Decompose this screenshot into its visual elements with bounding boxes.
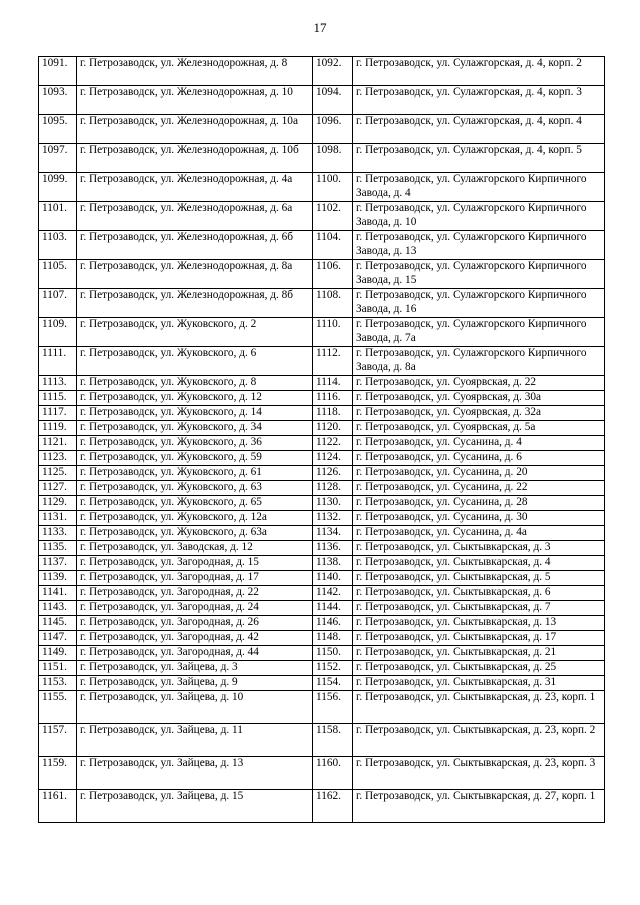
address-cell: г. Петрозаводск, ул. Суоярвская, д. 32а (353, 406, 605, 421)
table-row (39, 790, 605, 823)
address-cell: г. Петрозаводск, ул. Железнодорожная, д. 10 (77, 86, 313, 115)
row-number: 1119. (39, 421, 77, 436)
table-row (39, 86, 605, 115)
address-cell: г. Петрозаводск, ул. Сыктывкарская, д. 23, корп. 2 (353, 724, 605, 757)
address-cell: г. Петрозаводск, ул. Сыктывкарская, д. 4 (353, 556, 605, 571)
table-row (39, 757, 605, 790)
row-number: 1131. (39, 511, 77, 526)
address-cell: г. Петрозаводск, ул. Сусанина, д. 4 (353, 436, 605, 451)
address-cell: г. Петрозаводск, ул. Сыктывкарская, д. 23, корп. 3 (353, 757, 605, 790)
table-row (39, 586, 605, 601)
address-cell: г. Петрозаводск, ул. Сыктывкарская, д. 13 (353, 616, 605, 631)
table-row (39, 289, 605, 318)
table-row (39, 601, 605, 616)
row-number: 1146. (313, 616, 353, 631)
row-number: 1140. (313, 571, 353, 586)
row-number: 1128. (313, 481, 353, 496)
address-cell: г. Петрозаводск, ул. Зайцева, д. 3 (77, 661, 313, 676)
address-cell: г. Петрозаводск, ул. Сулажгорского Кирпичного Завода, д. 13 (353, 231, 605, 260)
address-cell: г. Петрозаводск, ул. Сыктывкарская, д. 21 (353, 646, 605, 661)
address-table (38, 56, 605, 823)
row-number: 1122. (313, 436, 353, 451)
table-row (39, 347, 605, 376)
table-row (39, 260, 605, 289)
row-number: 1158. (313, 724, 353, 757)
address-cell: г. Петрозаводск, ул. Жуковского, д. 63а (77, 526, 313, 541)
address-cell: г. Петрозаводск, ул. Сулажгорского Кирпичного Завода, д. 10 (353, 202, 605, 231)
address-cell: г. Петрозаводск, ул. Заводская, д. 12 (77, 541, 313, 556)
address-cell: г. Петрозаводск, ул. Сыктывкарская, д. 5 (353, 571, 605, 586)
table-row (39, 511, 605, 526)
row-number: 1134. (313, 526, 353, 541)
row-number: 1103. (39, 231, 77, 260)
row-number: 1118. (313, 406, 353, 421)
address-cell: г. Петрозаводск, ул. Жуковского, д. 6 (77, 347, 313, 376)
address-cell: г. Петрозаводск, ул. Сыктывкарская, д. 17 (353, 631, 605, 646)
address-cell: г. Петрозаводск, ул. Сулажгорского Кирпичного Завода, д. 7а (353, 318, 605, 347)
row-number: 1116. (313, 391, 353, 406)
row-number: 1129. (39, 496, 77, 511)
row-number: 1121. (39, 436, 77, 451)
row-number: 1156. (313, 691, 353, 724)
row-number: 1106. (313, 260, 353, 289)
address-cell: г. Петрозаводск, ул. Жуковского, д. 36 (77, 436, 313, 451)
row-number: 1105. (39, 260, 77, 289)
address-cell: г. Петрозаводск, ул. Жуковского, д. 65 (77, 496, 313, 511)
address-cell: г. Петрозаводск, ул. Загородная, д. 17 (77, 571, 313, 586)
row-number: 1138. (313, 556, 353, 571)
address-cell: г. Петрозаводск, ул. Жуковского, д. 63 (77, 481, 313, 496)
table-row (39, 631, 605, 646)
row-number: 1114. (313, 376, 353, 391)
address-cell: г. Петрозаводск, ул. Загородная, д. 24 (77, 601, 313, 616)
row-number: 1161. (39, 790, 77, 823)
table-row (39, 115, 605, 144)
address-cell: г. Петрозаводск, ул. Суоярвская, д. 22 (353, 376, 605, 391)
address-cell: г. Петрозаводск, ул. Сыктывкарская, д. 23, корп. 1 (353, 691, 605, 724)
table-row (39, 144, 605, 173)
address-cell: г. Петрозаводск, ул. Сулажгорская, д. 4, корп. 4 (353, 115, 605, 144)
address-cell: г. Петрозаводск, ул. Зайцева, д. 9 (77, 676, 313, 691)
address-cell: г. Петрозаводск, ул. Сусанина, д. 4а (353, 526, 605, 541)
row-number: 1124. (313, 451, 353, 466)
row-number: 1159. (39, 757, 77, 790)
address-cell: г. Петрозаводск, ул. Железнодорожная, д. 6а (77, 202, 313, 231)
table-row (39, 646, 605, 661)
address-cell: г. Петрозаводск, ул. Сусанина, д. 22 (353, 481, 605, 496)
address-cell: г. Петрозаводск, ул. Железнодорожная, д. 6б (77, 231, 313, 260)
row-number: 1154. (313, 676, 353, 691)
address-cell: г. Петрозаводск, ул. Загородная, д. 22 (77, 586, 313, 601)
address-cell: г. Петрозаводск, ул. Зайцева, д. 13 (77, 757, 313, 790)
address-cell: г. Петрозаводск, ул. Загородная, д. 44 (77, 646, 313, 661)
table-row (39, 661, 605, 676)
address-cell: г. Петрозаводск, ул. Загородная, д. 26 (77, 616, 313, 631)
address-cell: г. Петрозаводск, ул. Железнодорожная, д. 10б (77, 144, 313, 173)
row-number: 1143. (39, 601, 77, 616)
row-number: 1117. (39, 406, 77, 421)
address-cell: г. Петрозаводск, ул. Сусанина, д. 28 (353, 496, 605, 511)
address-table-body (39, 57, 605, 823)
address-cell: г. Петрозаводск, ул. Сыктывкарская, д. 3 (353, 541, 605, 556)
row-number: 1112. (313, 347, 353, 376)
table-row (39, 691, 605, 724)
row-number: 1097. (39, 144, 77, 173)
address-cell: г. Петрозаводск, ул. Железнодорожная, д. 8 (77, 57, 313, 86)
row-number: 1108. (313, 289, 353, 318)
address-cell: г. Петрозаводск, ул. Жуковского, д. 14 (77, 406, 313, 421)
table-row (39, 541, 605, 556)
table-row (39, 231, 605, 260)
table-row (39, 466, 605, 481)
table-row (39, 173, 605, 202)
table-row (39, 391, 605, 406)
address-cell: г. Петрозаводск, ул. Железнодорожная, д. 4а (77, 173, 313, 202)
table-row (39, 406, 605, 421)
row-number: 1127. (39, 481, 77, 496)
row-number: 1135. (39, 541, 77, 556)
row-number: 1144. (313, 601, 353, 616)
address-cell: г. Петрозаводск, ул. Жуковского, д. 12а (77, 511, 313, 526)
address-cell: г. Петрозаводск, ул. Сыктывкарская, д. 31 (353, 676, 605, 691)
row-number: 1148. (313, 631, 353, 646)
table-row (39, 421, 605, 436)
row-number: 1094. (313, 86, 353, 115)
table-row (39, 724, 605, 757)
address-cell: г. Петрозаводск, ул. Сулажгорская, д. 4, корп. 3 (353, 86, 605, 115)
address-cell: г. Петрозаводск, ул. Жуковского, д. 34 (77, 421, 313, 436)
row-number: 1152. (313, 661, 353, 676)
row-number: 1102. (313, 202, 353, 231)
table-row (39, 526, 605, 541)
table-row (39, 571, 605, 586)
address-cell: г. Петрозаводск, ул. Сыктывкарская, д. 27, корп. 1 (353, 790, 605, 823)
row-number: 1151. (39, 661, 77, 676)
address-cell: г. Петрозаводск, ул. Сулажгорская, д. 4, корп. 2 (353, 57, 605, 86)
address-cell: г. Петрозаводск, ул. Суоярвская, д. 5а (353, 421, 605, 436)
address-cell: г. Петрозаводск, ул. Жуковского, д. 8 (77, 376, 313, 391)
address-cell: г. Петрозаводск, ул. Загородная, д. 15 (77, 556, 313, 571)
address-cell: г. Петрозаводск, ул. Жуковского, д. 61 (77, 466, 313, 481)
row-number: 1141. (39, 586, 77, 601)
row-number: 1091. (39, 57, 77, 86)
address-cell: г. Петрозаводск, ул. Сыктывкарская, д. 25 (353, 661, 605, 676)
table-row (39, 436, 605, 451)
page-number: 17 (313, 20, 327, 35)
row-number: 1149. (39, 646, 77, 661)
address-cell: г. Петрозаводск, ул. Сулажгорского Кирпичного Завода, д. 15 (353, 260, 605, 289)
row-number: 1145. (39, 616, 77, 631)
row-number: 1136. (313, 541, 353, 556)
row-number: 1139. (39, 571, 77, 586)
address-cell: г. Петрозаводск, ул. Жуковского, д. 12 (77, 391, 313, 406)
table-row (39, 318, 605, 347)
row-number: 1125. (39, 466, 77, 481)
row-number: 1123. (39, 451, 77, 466)
address-cell: г. Петрозаводск, ул. Сусанина, д. 20 (353, 466, 605, 481)
row-number: 1098. (313, 144, 353, 173)
address-cell: г. Петрозаводск, ул. Сулажгорского Кирпичного Завода, д. 16 (353, 289, 605, 318)
row-number: 1133. (39, 526, 77, 541)
row-number: 1137. (39, 556, 77, 571)
row-number: 1157. (39, 724, 77, 757)
row-number: 1099. (39, 173, 77, 202)
row-number: 1107. (39, 289, 77, 318)
table-row (39, 57, 605, 86)
row-number: 1162. (313, 790, 353, 823)
address-cell: г. Петрозаводск, ул. Суоярвская, д. 30а (353, 391, 605, 406)
address-cell: г. Петрозаводск, ул. Загородная, д. 42 (77, 631, 313, 646)
address-cell: г. Петрозаводск, ул. Железнодорожная, д. 10а (77, 115, 313, 144)
address-cell: г. Петрозаводск, ул. Железнодорожная, д. 8б (77, 289, 313, 318)
address-cell: г. Петрозаводск, ул. Сулажгорского Кирпичного Завода, д. 8а (353, 347, 605, 376)
row-number: 1104. (313, 231, 353, 260)
row-number: 1150. (313, 646, 353, 661)
row-number: 1110. (313, 318, 353, 347)
row-number: 1100. (313, 173, 353, 202)
row-number: 1095. (39, 115, 77, 144)
address-cell: г. Петрозаводск, ул. Сулажгорская, д. 4, корп. 5 (353, 144, 605, 173)
row-number: 1147. (39, 631, 77, 646)
row-number: 1115. (39, 391, 77, 406)
table-row (39, 376, 605, 391)
address-cell: г. Петрозаводск, ул. Сусанина, д. 6 (353, 451, 605, 466)
address-cell: г. Петрозаводск, ул. Зайцева, д. 10 (77, 691, 313, 724)
table-row (39, 481, 605, 496)
table-row (39, 451, 605, 466)
table-row (39, 202, 605, 231)
row-number: 1155. (39, 691, 77, 724)
table-row (39, 556, 605, 571)
table-row (39, 496, 605, 511)
address-cell: г. Петрозаводск, ул. Сусанина, д. 30 (353, 511, 605, 526)
row-number: 1120. (313, 421, 353, 436)
address-cell: г. Петрозаводск, ул. Зайцева, д. 11 (77, 724, 313, 757)
row-number: 1093. (39, 86, 77, 115)
table-row (39, 616, 605, 631)
row-number: 1092. (313, 57, 353, 86)
row-number: 1160. (313, 757, 353, 790)
row-number: 1126. (313, 466, 353, 481)
address-cell: г. Петрозаводск, ул. Сулажгорского Кирпичного Завода, д. 4 (353, 173, 605, 202)
table-row (39, 676, 605, 691)
row-number: 1111. (39, 347, 77, 376)
address-cell: г. Петрозаводск, ул. Сыктывкарская, д. 7 (353, 601, 605, 616)
row-number: 1109. (39, 318, 77, 347)
row-number: 1132. (313, 511, 353, 526)
address-cell: г. Петрозаводск, ул. Зайцева, д. 15 (77, 790, 313, 823)
row-number: 1096. (313, 115, 353, 144)
row-number: 1113. (39, 376, 77, 391)
address-cell: г. Петрозаводск, ул. Жуковского, д. 2 (77, 318, 313, 347)
row-number: 1130. (313, 496, 353, 511)
row-number: 1153. (39, 676, 77, 691)
address-cell: г. Петрозаводск, ул. Жуковского, д. 59 (77, 451, 313, 466)
address-cell: г. Петрозаводск, ул. Железнодорожная, д. 8а (77, 260, 313, 289)
address-cell: г. Петрозаводск, ул. Сыктывкарская, д. 6 (353, 586, 605, 601)
row-number: 1142. (313, 586, 353, 601)
row-number: 1101. (39, 202, 77, 231)
